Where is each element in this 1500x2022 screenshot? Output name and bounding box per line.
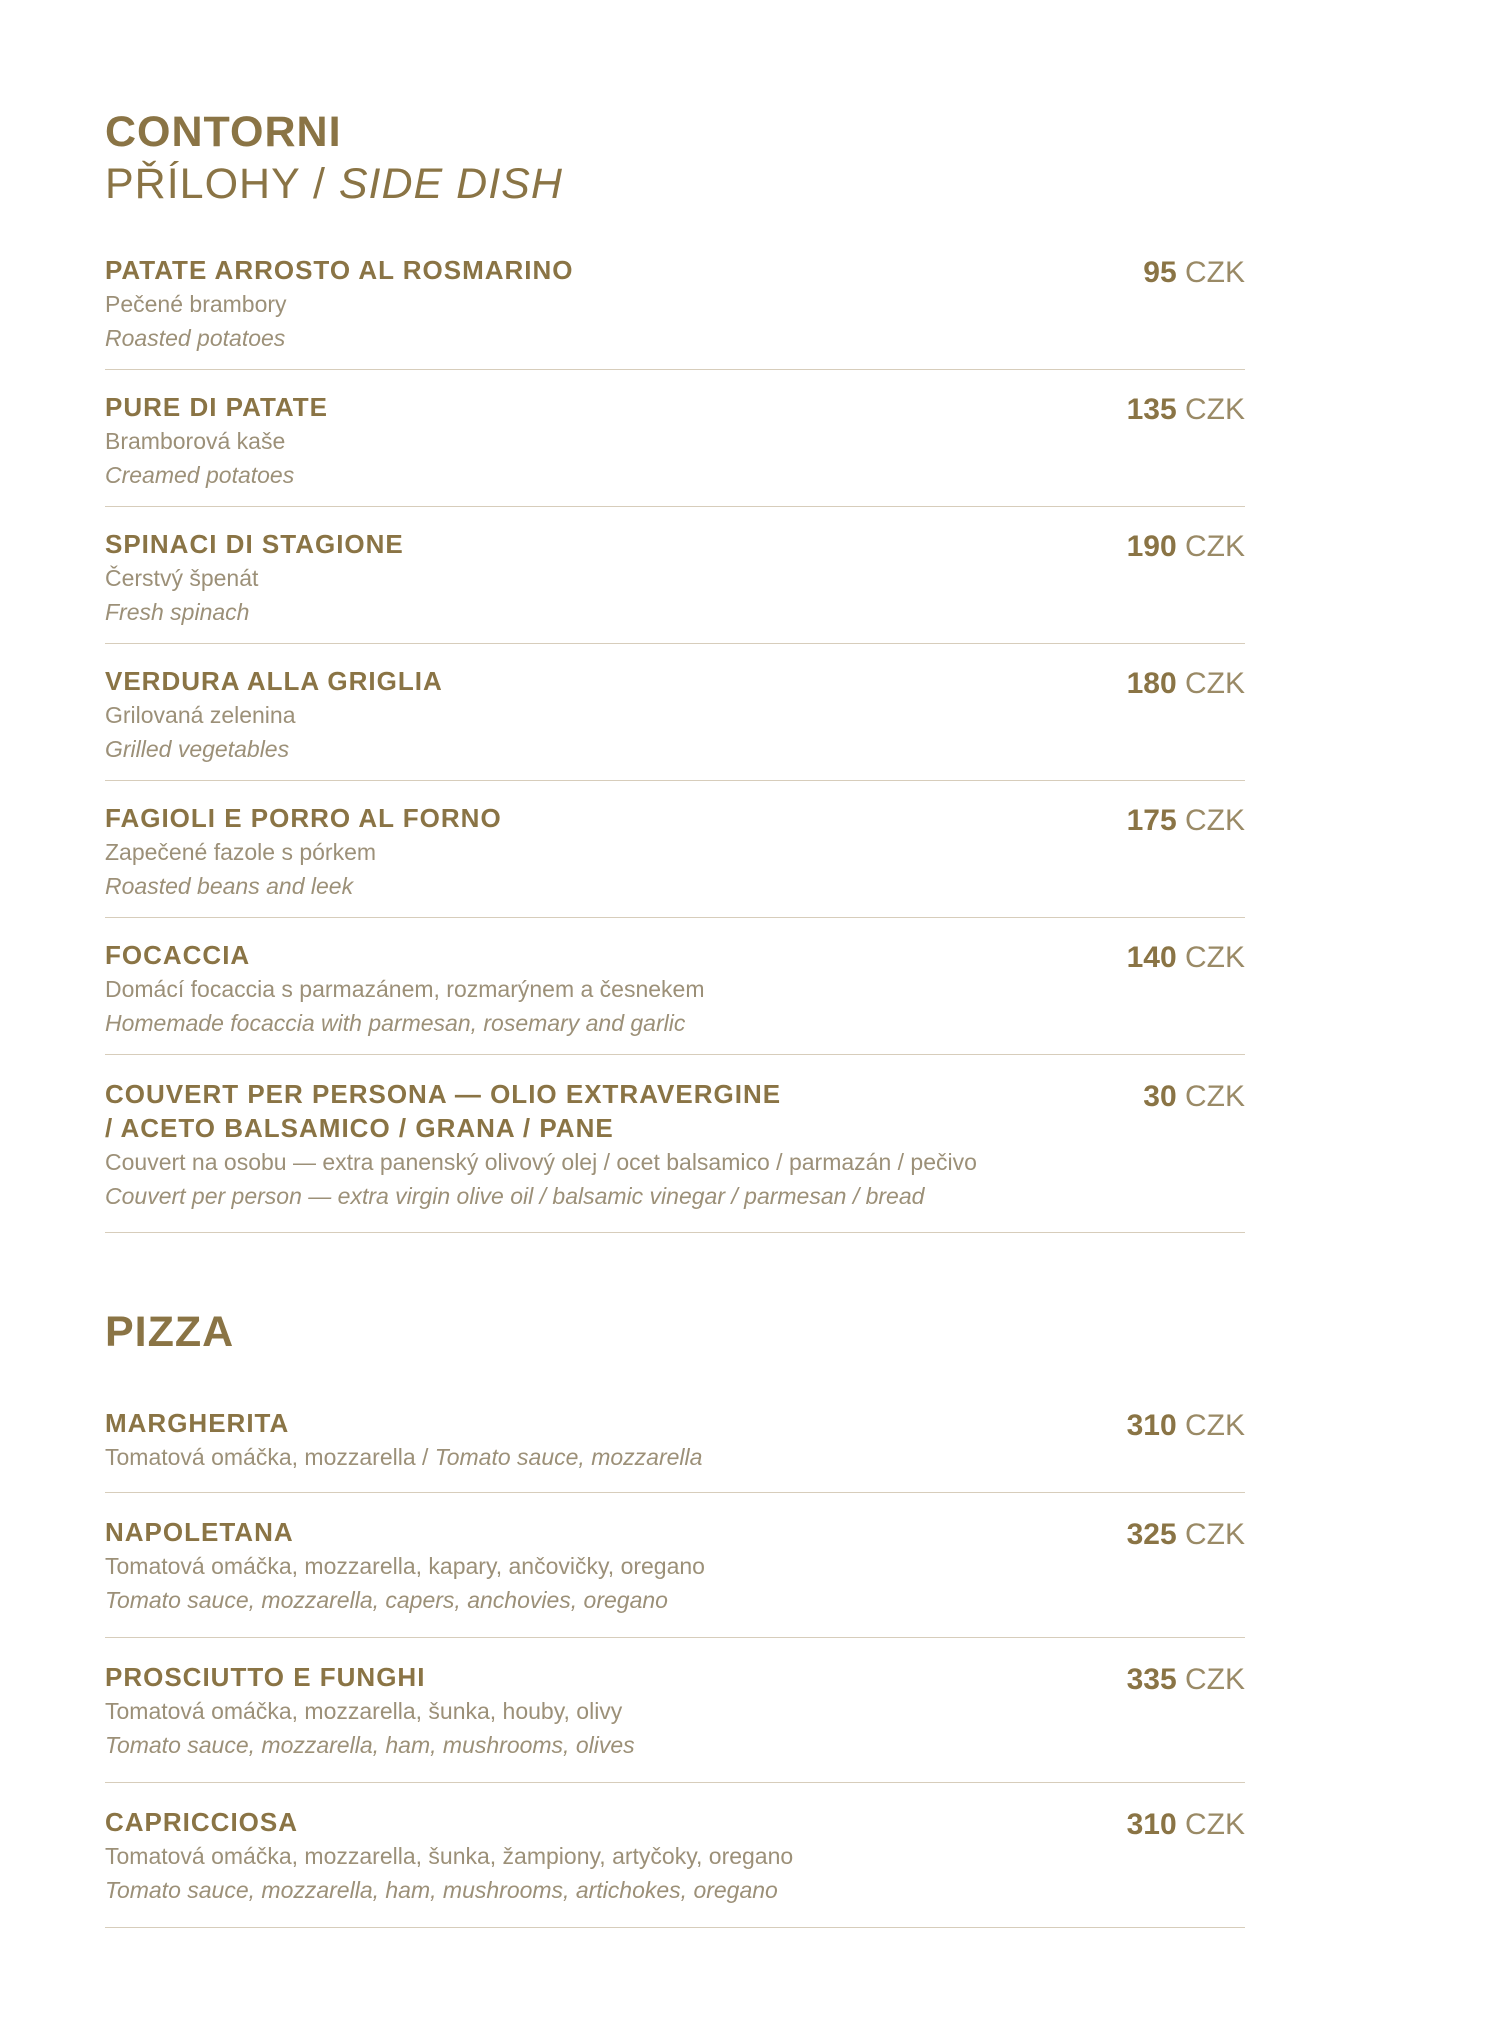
item-description-en: Tomato sauce, mozzarella, capers, anchovies, oregano [105,1587,668,1613]
contorni-list [105,253,1245,1233]
item-description-cz: Čerstvý špenát [105,565,259,591]
item-name: PROSCIUTTO E FUNGHI [105,1662,426,1692]
price-currency: CZK [1185,804,1245,837]
item-description-cz: Tomatová omáčka, mozzarella [105,1444,416,1470]
item-name-line-1: COUVERT PER PERSONA — OLIO EXTRAVERGINE [105,1079,782,1109]
price-currency: CZK [1185,1080,1245,1113]
item-name: CAPRICCIOSA [105,1807,299,1837]
item-name: PURE DI PATATE [105,392,328,422]
item-name: PATATE ARROSTO AL ROSMARINO [105,255,574,285]
price-value: 95 [1143,256,1177,289]
price-currency: CZK [1185,941,1245,974]
price-value: 135 [1126,393,1177,426]
price-currency: CZK [1185,393,1245,426]
item-price [1127,664,1245,704]
item-price [1127,938,1245,978]
menu-item [105,918,1245,1055]
item-description-en: Creamed potatoes [105,462,295,488]
item-description-en: Homemade focaccia with parmesan, rosemary and garlic [105,1010,686,1036]
item-price [1127,527,1245,567]
section-subtitle-contorni [105,158,1245,210]
price-value: 190 [1126,530,1177,563]
price-currency: CZK [1185,667,1245,700]
menu-item [105,781,1245,918]
item-description-cz: Tomatová omáčka, mozzarella, kapary, ančovičky, oregano [105,1553,705,1579]
price-value: 30 [1143,1080,1177,1113]
item-description-cz: Bramborová kaše [105,428,286,454]
item-description-en: Roasted potatoes [105,325,286,351]
pizza-list [105,1406,1245,1928]
item-description-en: Couvert per person — extra virgin olive oil / balsamic vinegar / parmesan / bread [105,1183,925,1209]
item-price [1127,1515,1245,1555]
item-price [1127,390,1245,430]
item-description-cz: Tomatová omáčka, mozzarella, šunka, houby, olivy [105,1698,623,1724]
item-description-en: Tomato sauce, mozzarella, ham, mushrooms, artichokes, oregano [105,1877,778,1903]
price-value: 325 [1126,1518,1177,1551]
item-description-en: Tomato sauce, mozzarella, ham, mushrooms, olives [105,1732,635,1758]
item-price [1143,253,1245,293]
item-description-en: Fresh spinach [105,599,250,625]
subtitle-en: SIDE DISH [338,160,563,208]
item-description-cz: Grilovaná zelenina [105,702,296,728]
price-currency: CZK [1185,530,1245,563]
subtitle-cz: PŘÍLOHY [105,160,300,208]
item-description-en: Grilled vegetables [105,736,290,762]
price-currency: CZK [1185,256,1245,289]
menu-item [105,1638,1245,1783]
item-name-line-2: / ACETO BALSAMICO / GRANA / PANE [105,1113,614,1143]
price-currency: CZK [1185,1663,1245,1696]
menu-item [105,1783,1245,1928]
price-value: 140 [1126,941,1177,974]
item-price [1127,1406,1245,1446]
section-contorni [105,106,1245,210]
section-title-pizza: PIZZA [105,1308,235,1356]
menu-item [105,1493,1245,1638]
subtitle-separator: / [312,160,326,208]
menu-item [105,644,1245,781]
description-separator: / [422,1444,429,1470]
item-description-cz: Tomatová omáčka, mozzarella, šunka, žampiony, artyčoky, oregano [105,1843,794,1869]
item-name: FOCACCIA [105,940,251,970]
item-description-cz: Pečené brambory [105,291,287,317]
menu-item [105,370,1245,507]
item-name: NAPOLETANA [105,1517,294,1547]
price-value: 180 [1126,667,1177,700]
menu-item [105,253,1245,370]
price-currency: CZK [1185,1409,1245,1442]
menu-item [105,507,1245,644]
price-currency: CZK [1185,1808,1245,1841]
section-pizza [105,1306,1245,1358]
menu-item [105,1055,1245,1233]
item-name: SPINACI DI STAGIONE [105,529,404,559]
menu-item [105,1406,1245,1493]
item-price [1127,1805,1245,1845]
item-price [1143,1077,1245,1117]
item-description-cz: Zapečené fazole s pórkem [105,839,377,865]
price-currency: CZK [1185,1518,1245,1551]
item-description-en: Roasted beans and leek [105,873,354,899]
section-title-contorni: CONTORNI [105,108,342,156]
item-description [105,1440,1245,1474]
price-value: 335 [1126,1663,1177,1696]
item-price [1127,1660,1245,1700]
item-description-cz: Domácí focaccia s parmazánem, rozmarýnem a česnekem [105,976,705,1002]
price-value: 310 [1126,1409,1177,1442]
item-name: VERDURA ALLA GRIGLIA [105,666,443,696]
item-name: MARGHERITA [105,1408,290,1438]
price-value: 310 [1126,1808,1177,1841]
item-price [1127,801,1245,841]
item-description-en: Tomato sauce, mozzarella [434,1444,703,1470]
price-value: 175 [1126,804,1177,837]
item-name: FAGIOLI E PORRO AL FORNO [105,803,502,833]
item-description-cz: Couvert na osobu — extra panenský olivový olej / ocet balsamico / parmazán / pečivo [105,1149,977,1175]
